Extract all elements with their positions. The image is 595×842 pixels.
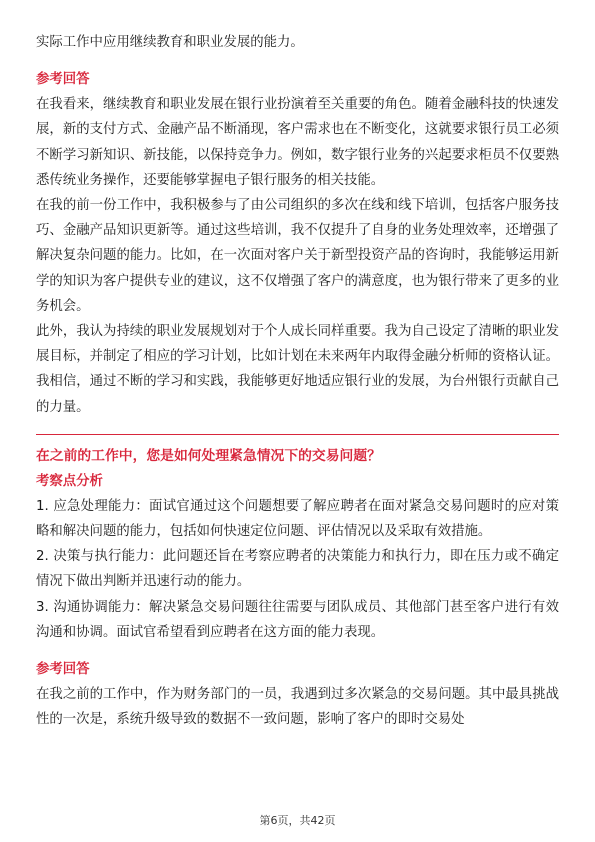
answer2-paragraph: 在我之前的工作中，作为财务部门的一员，我遇到过多次紧急的交易问题。其中最具挑战性的一次是，系统升级导致的数据不一致问题，影响了客户的即时交易处: [36, 687, 559, 728]
question2-title: 在之前的工作中，您是如何处理紧急情况下的交易问题？: [36, 447, 381, 464]
page-footer: [0, 812, 595, 828]
analysis-point-3: 3. 沟通协调能力：解决紧急交易问题往往需要与团队成员、其他部门甚至客户进行有效沟通和协调。面试官希望看到应聘者在这方面的能力表现。: [36, 599, 559, 640]
analysis-label: 考察点分析: [36, 473, 103, 489]
answer1-paragraph-1: 在我看来，继续教育和职业发展在银行业扮演着至关重要的角色。随着金融科技的快速发展，新的支付方式、金融产品不断涌现，客户需求也在不断变化，这就要求银行员工必须不断学习新知识、新技能，以保持竞争力。例如，数字银行业务的兴起要求柜员不仅要熟悉传统业务操作，还要能够掌握电子银行服务的相关技能。: [36, 97, 559, 188]
answer1-paragraph-2: 在我的前一份工作中，我积极参与了由公司组织的多次在线和线下培训，包括客户服务技巧、金融产品知识更新等。通过这些培训，我不仅提升了自身的业务处理效率，还增强了解决复杂问题的能力。比如，在一次面对客户关于新型投资产品的咨询时，我能够运用新学的知识为客户提供专业的建议，这不仅增强了客户的满意度，也为银行带来了更多的业务机会。: [36, 198, 559, 314]
page-indicator: 第6页，共42页: [259, 814, 336, 827]
answer1-label: 参考回答: [36, 72, 90, 88]
analysis-point-1: 1. 应急处理能力：面试官通过这个问题想要了解应聘者在面对紧急交易问题时的应对策略和解决问题的能力，包括如何快速定位问题、评估情况以及采取有效措施。: [36, 498, 559, 540]
answer1-paragraph-3: 此外，我认为持续的职业发展规划对于个人成长同样重要。我为自己设定了清晰的职业发展目标，并制定了相应的学习计划，比如计划在未来两年内取得金融分析师的资格认证。我相信，通过不断的学习和实践，我能够更好地适应银行业的发展，为台州银行贡献自己的力量。: [36, 324, 559, 415]
document-page: [36, 30, 559, 732]
analysis-point-2: 2. 决策与执行能力：此问题还旨在考察应聘者的决策能力和执行力，即在压力或不确定情况下做出判断并迅速行动的能力。: [36, 549, 559, 590]
answer2-label: 参考回答: [36, 662, 90, 678]
intro-line: 实际工作中应用继续教育和职业发展的能力。: [36, 35, 304, 50]
